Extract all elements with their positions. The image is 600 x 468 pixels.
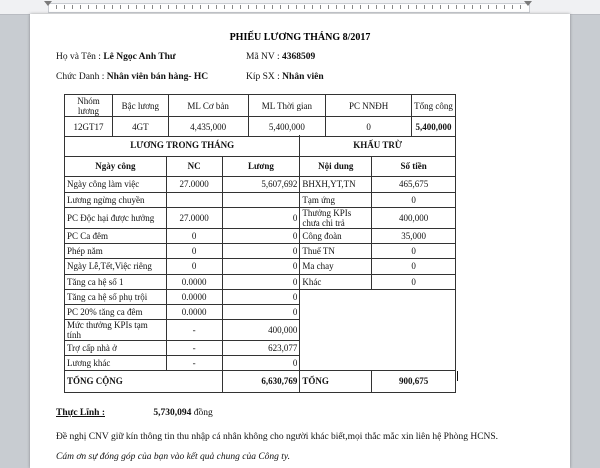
income-item-label: Lương khác <box>65 355 167 370</box>
income-item-label: Ngày Lễ,Tết,Việc riêng <box>65 258 167 274</box>
summary-header-cell: Nhóm lương <box>65 95 113 117</box>
income-item-label: Tăng ca hệ số 1 <box>65 274 167 289</box>
total-row <box>65 370 456 392</box>
empty-cell <box>300 319 372 340</box>
ruler-tick <box>272 5 273 9</box>
empty-cell <box>300 355 372 370</box>
table-row <box>65 304 456 319</box>
income-item-label: Mức thưởng KPIs tạm tính <box>65 319 167 340</box>
ruler-tick <box>280 5 281 9</box>
deduction-section-title: KHẤU TRỪ <box>300 135 456 156</box>
deduction-item-label: BHXH,YT,TN <box>300 176 372 192</box>
deduction-item-label: Khác <box>300 274 372 289</box>
ruler-tick <box>240 5 241 9</box>
income-item-label: Ngày công làm việc <box>65 176 167 192</box>
table-row <box>65 355 456 370</box>
ruler-tick <box>192 5 193 9</box>
summary-total-cell: 5,400,000 <box>411 117 455 137</box>
ruler-tick <box>368 5 369 9</box>
thank-you-note: Cám ơn sự đóng góp của bạn vào kết quả chung của Công ty. <box>56 452 291 462</box>
ruler-tick <box>232 5 233 9</box>
ruler-tick <box>64 5 65 9</box>
income-item-nc: 0.0000 <box>166 274 222 289</box>
ruler-tick <box>256 5 257 9</box>
income-item-label: Trợ cấp nhà ở <box>65 340 167 355</box>
summary-value-cell: 5,400,000 <box>248 117 326 137</box>
position-label: Chức Danh : <box>56 72 107 82</box>
ruler-tick <box>328 5 329 9</box>
deduction-item-amount: 400,000 <box>372 207 456 228</box>
employee-id: 4368509 <box>281 52 316 62</box>
empty-cell <box>300 340 372 355</box>
deduction-item-amount: 0 <box>372 243 456 258</box>
summary-header-cell: PC NNĐH <box>326 95 412 117</box>
ruler-tick <box>264 5 265 9</box>
income-item-nc: 27.0000 <box>166 207 222 228</box>
employee-position: Nhân viên bán hàng- HC <box>106 72 209 82</box>
ruler-tick <box>176 5 177 9</box>
ruler-tick <box>432 5 433 9</box>
deduction-item-label: Tạm ứng <box>300 192 372 207</box>
ruler-tick <box>424 5 425 9</box>
income-item-label: Tăng ca hệ số phụ trội <box>65 289 167 304</box>
income-item-label: PC Ca đêm <box>65 228 167 243</box>
summary-header-cell: Bậc lương <box>112 95 168 117</box>
ruler-tick <box>120 5 121 9</box>
empty-cell <box>372 355 456 370</box>
income-item-amount: 0 <box>222 304 300 319</box>
ruler-tick <box>416 5 417 9</box>
ruler-tick <box>112 5 113 9</box>
ruler-tick <box>96 5 97 9</box>
empty-cell <box>372 304 456 319</box>
income-item-nc <box>166 192 222 207</box>
deduction-item-amount: 465,675 <box>372 176 456 192</box>
income-item-label: PC 20% tăng ca đêm <box>65 304 167 319</box>
summary-value-cell: 4GT <box>112 117 168 137</box>
income-item-amount: 0 <box>222 274 300 289</box>
ruler-tick <box>168 5 169 9</box>
ruler-tick <box>248 5 249 9</box>
day-column-header: Ngày công <box>65 156 167 176</box>
deduction-item-amount: 0 <box>372 192 456 207</box>
net-pay-value: 5,730,094 <box>153 408 192 418</box>
deduction-item-label: Công đoàn <box>300 228 372 243</box>
id-label: Mã NV : <box>246 52 282 62</box>
employee-id-line <box>246 52 315 62</box>
summary-value-row <box>65 117 456 137</box>
horizontal-ruler[interactable] <box>0 0 600 15</box>
ruler-tick <box>208 5 209 9</box>
table-row <box>65 176 456 192</box>
ruler-tick <box>80 5 81 9</box>
income-section-title: LƯƠNG TRONG THÁNG <box>65 135 300 156</box>
right-indent-marker[interactable] <box>524 1 532 6</box>
income-item-amount: 0 <box>222 207 300 228</box>
text-cursor <box>457 371 458 381</box>
ruler-tick <box>456 5 457 9</box>
ruler-tick <box>320 5 321 9</box>
ruler-tick <box>352 5 353 9</box>
table-row <box>65 243 456 258</box>
ruler-tick <box>304 5 305 9</box>
income-item-nc: 0.0000 <box>166 304 222 319</box>
table-row <box>65 192 456 207</box>
income-item-amount: 623,077 <box>222 340 300 355</box>
income-item-amount: 0 <box>222 289 300 304</box>
employee-name: Lê Ngọc Anh Thư <box>103 52 176 62</box>
document-page <box>30 14 570 468</box>
summary-header-cell: ML Cơ bản <box>168 95 248 117</box>
empty-cell <box>372 289 456 304</box>
ruler-tick <box>160 5 161 9</box>
income-item-amount: 0 <box>222 243 300 258</box>
ruler-tick <box>376 5 377 9</box>
income-item-label: Lương ngừng chuyền <box>65 192 167 207</box>
income-item-nc: 0 <box>166 243 222 258</box>
table-row <box>65 274 456 289</box>
ruler-tick <box>136 5 137 9</box>
ruler-tick <box>184 5 185 9</box>
name-label: Họ và Tên : <box>56 52 104 62</box>
ruler-tick <box>224 5 225 9</box>
income-item-amount: 400,000 <box>222 319 300 340</box>
shift-line <box>246 72 324 82</box>
ruler-tick <box>520 5 521 9</box>
ruler-tick <box>440 5 441 9</box>
ruler-tick <box>56 5 57 9</box>
employee-name-line <box>56 52 176 62</box>
shift-label: Kíp SX : <box>246 72 283 82</box>
ruler-tick <box>408 5 409 9</box>
employee-shift: Nhân viên <box>282 72 324 82</box>
net-pay-line <box>56 408 213 418</box>
ruler-tick <box>472 5 473 9</box>
income-total-value: 6,630,769 <box>222 370 300 392</box>
table-row <box>65 319 456 340</box>
deduction-total-label: TỔNG <box>300 370 372 392</box>
ruler-tick <box>344 5 345 9</box>
empty-cell <box>372 319 456 340</box>
amount-column-header: Lương <box>222 156 300 176</box>
section-title-row <box>65 135 456 156</box>
income-total-label: TỔNG CỘNG <box>65 370 223 392</box>
deduction-item-label: Thuế TN <box>300 243 372 258</box>
ruler-tick <box>72 5 73 9</box>
ruler-tick <box>496 5 497 9</box>
income-item-nc: - <box>166 319 222 340</box>
income-item-nc: 0 <box>166 228 222 243</box>
ruler-tick <box>512 5 513 9</box>
table-row <box>65 258 456 274</box>
ruler-tick <box>336 5 337 9</box>
nc-column-header: NC <box>166 156 222 176</box>
ruler-tick <box>504 5 505 9</box>
income-item-nc: 0 <box>166 258 222 274</box>
deduction-amount-column-header: Số tiền <box>372 156 456 176</box>
income-item-amount: 0 <box>222 228 300 243</box>
income-item-amount: 5,607,692 <box>222 176 300 192</box>
income-item-amount: 0 <box>222 258 300 274</box>
deduction-total-value: 900,675 <box>372 370 456 392</box>
summary-header-cell: ML Thời gian <box>248 95 326 117</box>
ruler-tick <box>488 5 489 9</box>
deduction-item-label: Thưởng KPIs chưa chi trả <box>300 207 372 228</box>
ruler-tick <box>400 5 401 9</box>
salary-summary-table <box>64 94 456 137</box>
ruler-tick <box>392 5 393 9</box>
net-pay-unit: đồng <box>193 408 213 418</box>
summary-value-cell: 4,435,000 <box>168 117 248 137</box>
ruler-tick <box>144 5 145 9</box>
deduction-item-amount: 0 <box>372 274 456 289</box>
income-item-amount <box>222 192 300 207</box>
empty-cell <box>300 304 372 319</box>
income-item-amount: 0 <box>222 355 300 370</box>
ruler-tick <box>128 5 129 9</box>
content-column-header: Nội dung <box>300 156 372 176</box>
column-header-row <box>65 156 456 176</box>
income-item-nc: 0.0000 <box>166 289 222 304</box>
ruler-tick <box>312 5 313 9</box>
table-row <box>65 340 456 355</box>
deduction-item-amount: 0 <box>372 258 456 274</box>
summary-value-cell: 12GT17 <box>65 117 113 137</box>
ruler-tick <box>464 5 465 9</box>
left-indent-marker[interactable] <box>44 1 52 6</box>
summary-header-row <box>65 95 456 117</box>
empty-cell <box>300 289 372 304</box>
deduction-item-label: Ma chay <box>300 258 372 274</box>
ruler-tick <box>88 5 89 9</box>
deduction-item-amount: 35,000 <box>372 228 456 243</box>
summary-header-cell: Tổng công <box>411 95 455 117</box>
ruler-tick <box>216 5 217 9</box>
income-item-label: Phép năm <box>65 243 167 258</box>
summary-value-cell: 0 <box>326 117 412 137</box>
net-pay-label: Thực Lĩnh : <box>56 408 105 418</box>
income-item-nc: - <box>166 355 222 370</box>
income-item-label: PC Độc hại được hưởng <box>65 207 167 228</box>
ruler-tick <box>152 5 153 9</box>
ruler-tick <box>480 5 481 9</box>
ruler-tick <box>384 5 385 9</box>
table-row <box>65 228 456 243</box>
salary-detail-table <box>64 135 456 393</box>
income-item-nc: 27.0000 <box>166 176 222 192</box>
empty-cell <box>372 340 456 355</box>
ruler-tick <box>360 5 361 9</box>
ruler-tick <box>448 5 449 9</box>
ruler-tick <box>288 5 289 9</box>
table-row <box>65 289 456 304</box>
ruler-tick <box>200 5 201 9</box>
ruler-tick <box>104 5 105 9</box>
position-line <box>56 72 208 82</box>
table-row <box>65 207 456 228</box>
confidentiality-note: Đề nghị CNV giữ kín thông tin thu nhập cá nhân không cho người khác biết,mọi thắc mắc xin liên hệ Phòng HCNS. <box>56 432 499 442</box>
slip-title: PHIẾU LƯƠNG THÁNG 8/2017 <box>229 32 371 43</box>
ruler-tick <box>296 5 297 9</box>
income-item-nc: - <box>166 340 222 355</box>
